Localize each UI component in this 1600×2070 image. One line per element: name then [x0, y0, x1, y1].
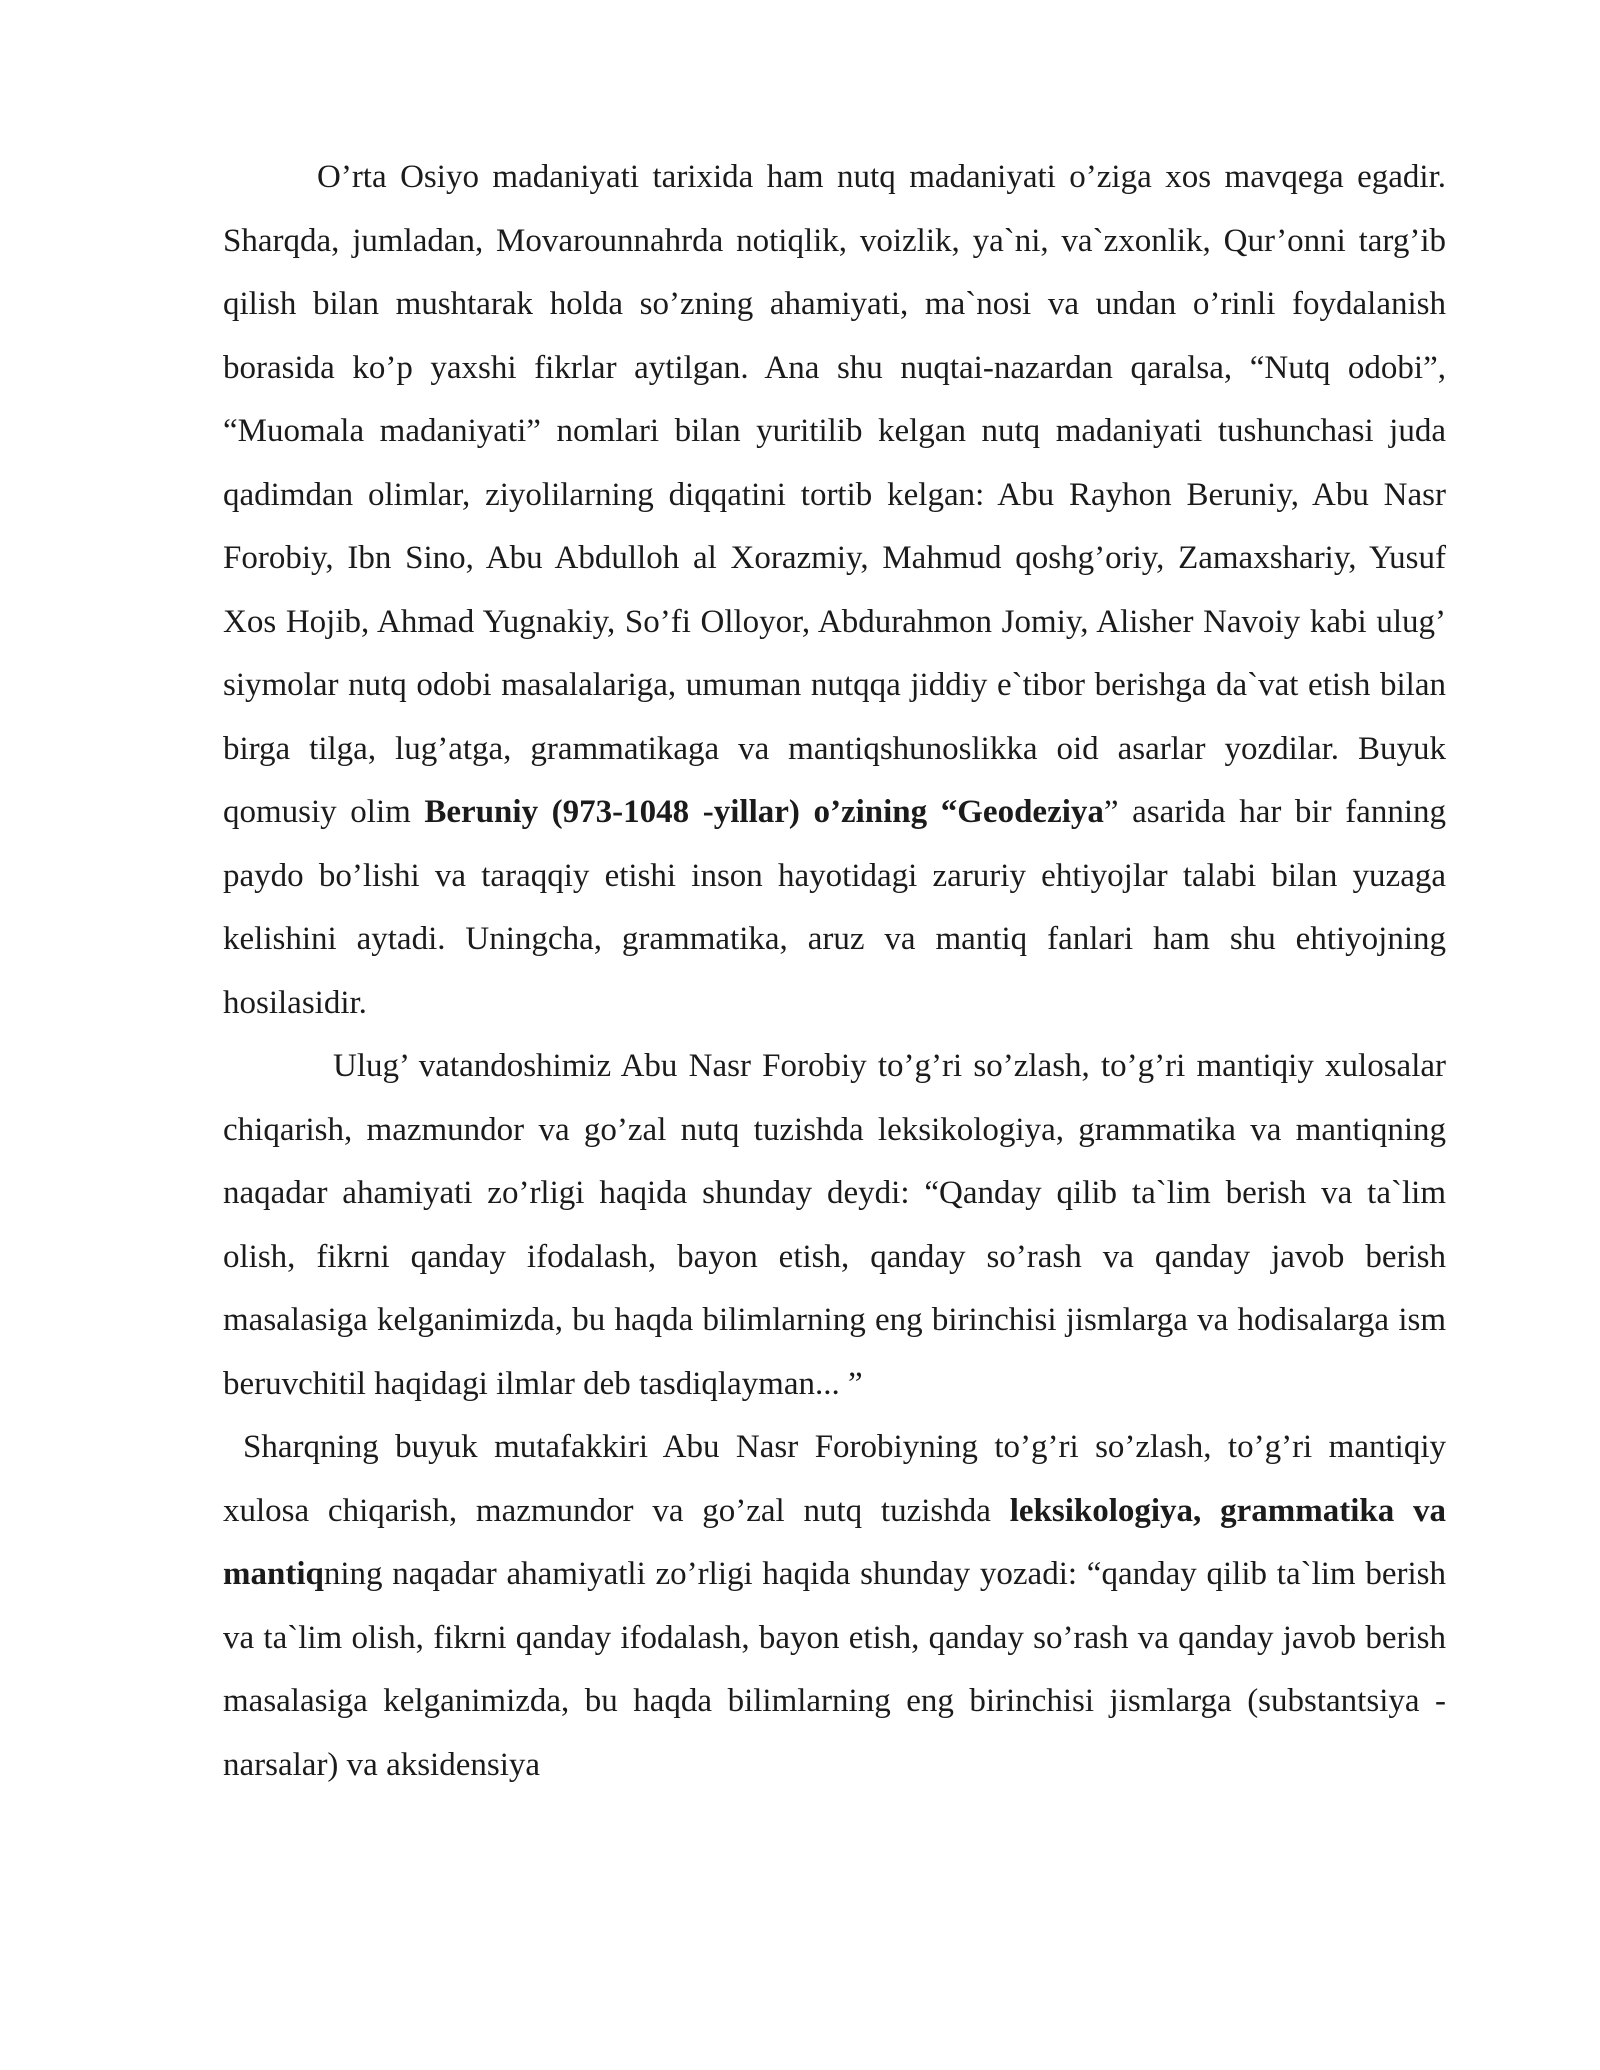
paragraph-1-text-end: ” asarida har bir fanning paydo bo’lishi va taraqqiy etishi inson hayotidagi zaruriy ehtiyojlar talabi bilan yuzaga kelishini aytadi. Uningcha, grammatika, aruz va mantiq fanlari ham shu ehtiyojning hosilasidir. — [223, 794, 1446, 1021]
paragraph-3-text-start: Sharqning buyuk mutafakkiri Abu Nasr Forobiyning to’g’ri so’zlash, to’g’ri mantiqiy xulosa chiqarish, mazmundor va go’zal nutq tuzishda — [223, 1429, 1446, 1529]
paragraph-1-bold-beruniy: Beruniy (973-1048 -yillar) o’zining “Geodeziya — [424, 794, 1104, 830]
document-body — [223, 146, 1446, 1797]
paragraph-3-text-end: ning naqadar ahamiyatli zo’rligi haqida shunday yozadi: “qanday qilib ta`lim berish va ta`lim olish, fikrni qanday ifodalash, bayon etish, qanday so’rash va qanday javob berish masalasiga kelganimizda, bu haqda bilimlarning eng birinchisi jismlarga (substantsiya -narsalar) va aksidensiya — [223, 1556, 1446, 1783]
paragraph-1-text-start: O’rta Osiyo madaniyati tarixida ham nutq madaniyati o’ziga xos mavqega egadir. Sharqda, jumladan, Movarounnahrda notiqlik, voizlik, ya`ni, va`zxonlik, Qur’onni targ’ib qilish bilan mushtarak holda so’zning ahamiyati, ma`nosi va undan o’rinli foydalanish borasida ko’p yaxshi fikrlar aytilgan. Ana shu nuqtai-nazardan qaralsa, “Nutq odobi”, “Muomala madaniyati” nomlari bilan yuritilib kelgan nutq madaniyati tushunchasi juda qadimdan olimlar, ziyolilarning diqqatini tortib kelgan: Abu Rayhon Beruniy, Abu Nasr Forobiy, Ibn Sino, Abu Abdulloh al Xorazmiy, Mahmud qoshg’oriy, Zamaxshariy, Yusuf Xos Hojib, Ahmad Yugnakiy, So’fi Olloyor, Abdurahmon Jomiy, Alisher Navoiy kabi ulug’ siymolar nutq odobi masalalariga, umuman nutqqa jiddiy e`tibor berishga da`vat etish bilan birga tilga, lug’atga, grammatikaga va mantiqshunoslikka oid asarlar yozdilar. Buyuk qomusiy olim — [223, 159, 1446, 830]
paragraph-3-bold-terms: leksikologiya, grammatika va mantiq — [223, 1492, 1446, 1592]
paragraph-2 — [223, 1035, 1446, 1416]
paragraph-3 — [223, 1416, 1446, 1797]
paragraph-2-text: Ulug’ vatandoshimiz Abu Nasr Forobiy to’g’ri so’zlash, to’g’ri mantiqiy xulosalar chiqarish, mazmundor va go’zal nutq tuzishda leksikologiya, grammatika va mantiqning naqadar ahamiyati zo’rligi haqida shunday deydi: “Qanday qilib ta`lim berish va ta`lim olish, fikrni qanday ifodalash, bayon etish, qanday so’rash va qanday javob berish masalasiga kelganimizda, bu haqda bilimlarning eng birinchisi jismlarga va hodisalarga ism beruvchitil haqidagi ilmlar deb tasdiqlayman... ” — [223, 1048, 1446, 1402]
paragraph-1 — [223, 146, 1446, 1035]
